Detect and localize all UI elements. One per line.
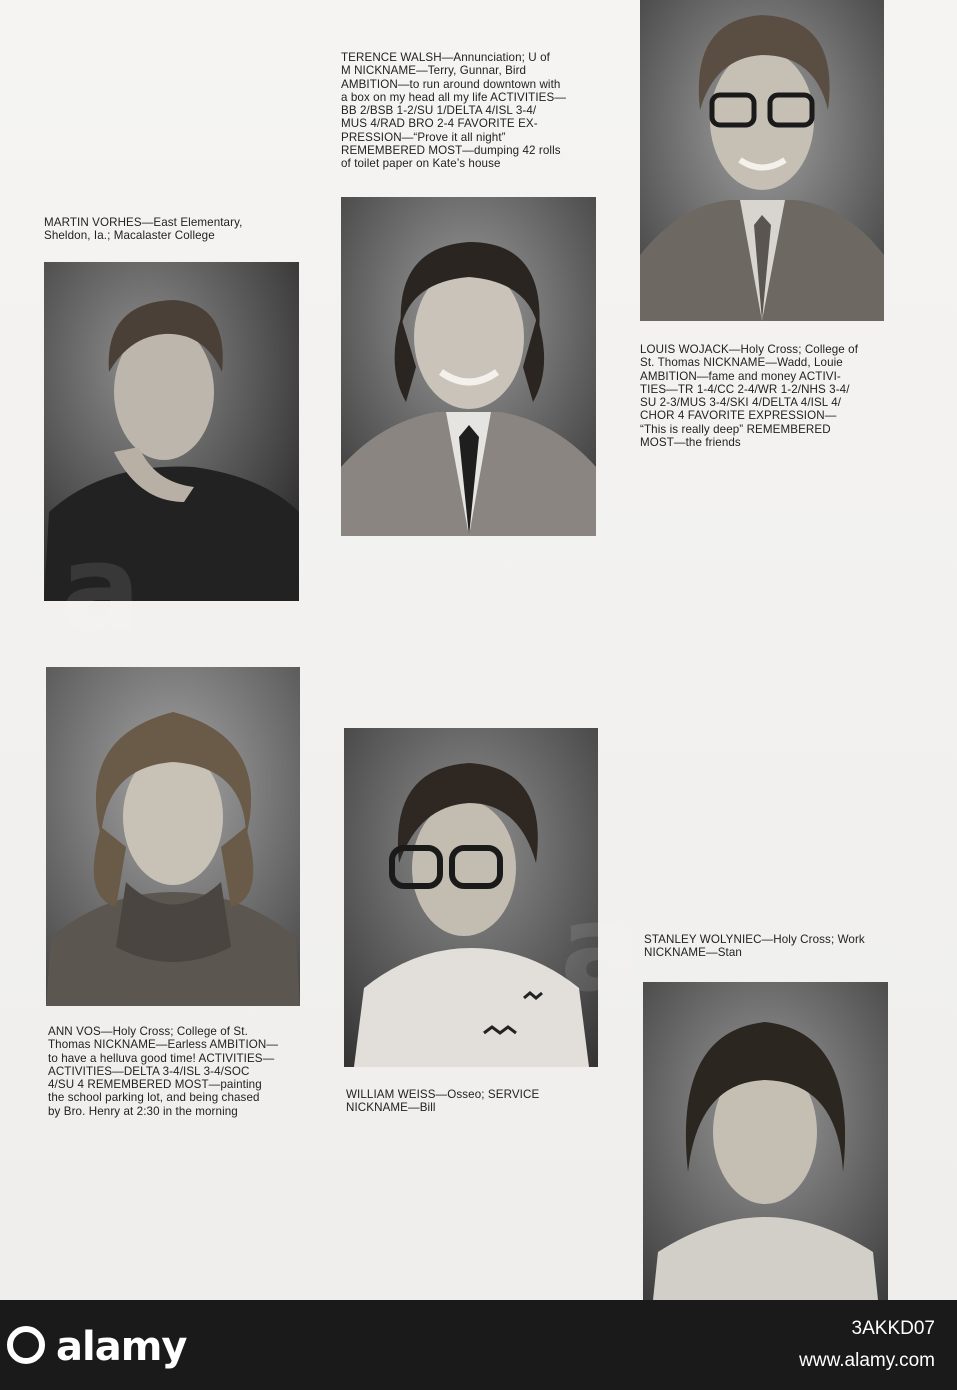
caption-william-weiss: WILLIAM WEISS—Osseo; SERVICE NICKNAME—Bill [346,1088,540,1115]
alamy-logo-text: alamy [56,1324,187,1370]
caption-stanley-wolyniec: STANLEY WOLYNIEC—Holy Cross; Work NICKNAME—Stan [644,933,865,960]
stock-url[interactable]: www.alamy.com [799,1350,935,1371]
portrait-terence-walsh [341,197,596,536]
caption-ann-vos: ANN VOS—Holy Cross; College of St. Thomas NICKNAME—Earless AMBITION— to have a helluva good time! ACTIVITIES— ACTIVITIES—DELTA 3-4/ISL 3-4/SOC 4/SU 4 REMEMBERED MOST—painting the school parking lot, and being chased by Bro. Henry at 2:30 in the morning [48,1025,279,1118]
caption-martin-vorhes: MARTIN VORHES—East Elementary, Sheldon, Ia.; Macalaster College [44,216,243,243]
portrait-martin-vorhes [44,262,299,601]
portrait-william-weiss [344,728,598,1067]
caption-terence-walsh: TERENCE WALSH—Annunciation; U of M NICKNAME—Terry, Gunnar, Bird AMBITION—to run around downtown with a box on my head all my life ACTIVITIES— BB 2/BSB 1-2/SU 1/DELTA 4/ISL 3-4/ MUS 4/RAD BRO 2-4 FAVORITE EX- PRESSION—“Prove it all night” REMEMBERED MOST—dumping 42 rolls of toilet paper on Kate’s house [341,51,567,171]
caption-louis-wojack: LOUIS WOJACK—Holy Cross; College of St. Thomas NICKNAME—Wadd, Louie AMBITION—fame and money ACTIVI- TIES—TR 1-4/CC 2-4/WR 1-2/NHS 3-4/ SU 2-3/MUS 3-4/SKI 4/DELTA 4/ISL 4/ CHOR 4 FAVORITE EXPRESSION— “This is really deep” REMEMBERED MOST—the friends [640,343,859,450]
portrait-ann-vos [46,667,300,1006]
portrait-stanley-wolyniec [643,982,888,1300]
stock-image-id: 3AKKD07 [851,1318,935,1339]
portrait-louis-wojack [640,0,884,321]
